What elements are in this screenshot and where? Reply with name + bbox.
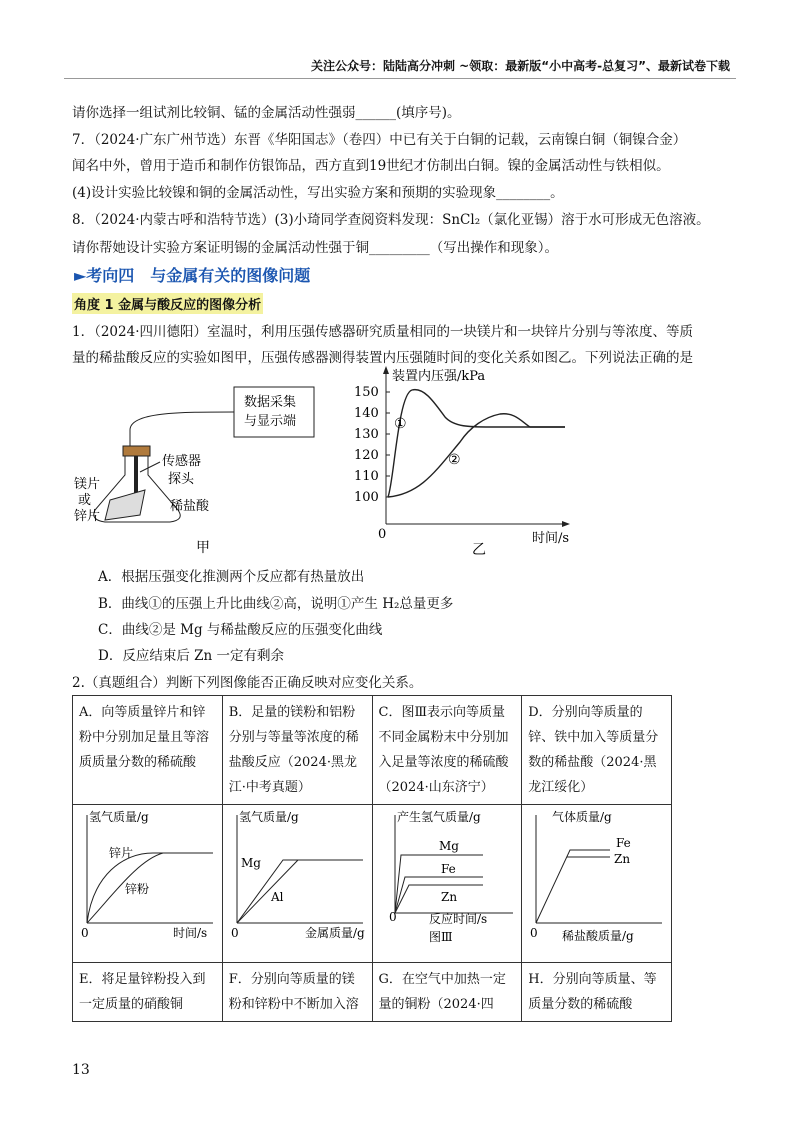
chart-d-label-2: Zn <box>614 852 631 866</box>
chart-c-label-3: Zn <box>440 890 457 904</box>
cell-e: E．将足量锌粉投入到一定质量的硝酸铜 <box>73 963 223 1022</box>
chart-d-label-1: Fe <box>616 836 632 850</box>
question-7-line: 闻名中外，曾用于造币和制作仿银饰品，西方直到19世纪才仿制出白铜。镍的金属活动性与铁相似。 <box>72 158 670 174</box>
y-tick-label: 110 <box>354 469 379 484</box>
y-tick-label: 120 <box>354 448 379 463</box>
metal-label-1: 镁片 <box>74 477 101 492</box>
box-label-1: 数据采集 <box>244 395 297 410</box>
figure-caption: 甲 <box>196 540 210 556</box>
question-1-line: 1．（2024·四川德阳）室温时，利用压强传感器研究质量相同的一块镁片和一块锌片分别与等浓度、等质 <box>72 324 693 340</box>
chart-b-label-2: Al <box>270 890 284 904</box>
options-table <box>72 695 672 1022</box>
cell-d: D．分别向等质量的锌、铁中加入等质量分数的稀盐酸（2024·黑龙江绥化） <box>522 696 672 805</box>
acid-label: 稀盐酸 <box>170 499 210 514</box>
chart-c-label-1: Mg <box>438 839 459 853</box>
chart-c-caption: 图Ⅲ <box>428 930 453 944</box>
question-2-stem: 2.（真题组合）判断下列图像能否正确反映对应变化关系。 <box>72 675 423 691</box>
question-7-line: 7．（2024·广东广州节选）东晋《华阳国志》（卷四）中已有关于白铜的记载，云南镍白铜（铜镍合金） <box>72 132 687 148</box>
curve-2-label: ② <box>448 452 461 468</box>
header-banner: 关注公众号：陆陆高分冲刺 ~领取：最新版“小中高考-总复习”、最新试卷下载 <box>311 59 730 73</box>
option-d: D．反应结束后 Zn 一定有剩余 <box>98 648 284 664</box>
chart-d-cell <box>522 805 672 963</box>
origin-label: 0 <box>378 527 387 542</box>
chart-a-ylabel: 氢气质量/g <box>89 810 149 824</box>
chart-a-cell <box>73 805 223 963</box>
chart-c-label-2: Fe <box>440 862 456 876</box>
chart-b-origin: 0 <box>230 926 239 940</box>
cell-h: H．分别向等质量、等质量分数的稀硫酸 <box>522 963 672 1022</box>
chart-b-xlabel: 金属质量/g <box>304 926 365 940</box>
box-label-2: 与显示端 <box>244 414 297 429</box>
chart-c-ylabel: 产生氢气质量/g <box>396 810 481 824</box>
option-a: A．根据压强变化推测两个反应都有热量放出 <box>98 569 365 585</box>
chart-d-line-1 <box>536 850 610 923</box>
chart-d-xlabel: 稀盐酸质量/g <box>562 929 634 943</box>
chart-c <box>373 805 521 953</box>
chart-a <box>73 805 221 953</box>
probe-label-2: 探头 <box>168 472 195 487</box>
text-line: 请你选择一组试剂比较铜、锰的金属活动性强弱______(填序号)。 <box>72 105 461 121</box>
section-title: ►考向四 与金属有关的图像问题 <box>74 266 311 285</box>
chart-c-xlabel: 反应时间/s <box>428 912 487 926</box>
chart-a-line-1 <box>87 853 213 923</box>
chart-c-line-3 <box>395 885 483 913</box>
chart-c-origin: 0 <box>388 910 397 924</box>
curve-1 <box>388 390 565 497</box>
question-1-line: 量的稀盐酸反应的实验如图甲，压强传感器测得装置内压强随时间的变化关系如图乙。下列说法正确的是 <box>72 350 693 366</box>
q8-post: （氯化亚锡）溶于水可形成无色溶液。 <box>480 212 710 228</box>
y-tick-label: 140 <box>354 406 379 421</box>
question-7-part: (4)设计实验比较镍和铜的金属活动性，写出实验方案和预期的实验现象________。 <box>72 185 564 201</box>
y-tick-label: 100 <box>354 490 379 505</box>
y-axis-label: 装置内压强/kPa <box>392 369 486 384</box>
y-tick-label: 150 <box>354 385 379 400</box>
y-tick-label: 130 <box>354 427 379 442</box>
header-divider <box>64 78 736 79</box>
formula: SnCl₂ <box>442 212 481 228</box>
figure-caption: 乙 <box>472 542 486 558</box>
chart-b <box>223 805 371 953</box>
chart-c-line-2 <box>395 877 483 913</box>
curve-1-label: ① <box>394 416 407 432</box>
cell-g: G．在空气中加热一定量的铜粉（2024·四 <box>372 963 522 1022</box>
chart-d-origin: 0 <box>530 926 538 940</box>
cell-a: A．向等质量锌片和锌粉中分别加足量且等溶质质量分数的稀硫酸 <box>73 696 223 805</box>
chart-d-ylabel: 气体质量/g <box>552 810 612 824</box>
metal-label-2: 或 <box>78 493 92 508</box>
option-c: C．曲线②是 Mg 与稀盐酸反应的压强变化曲线 <box>98 622 383 638</box>
stopper <box>123 446 150 456</box>
figure-jia <box>70 370 330 560</box>
chart-b-label-1: Mg <box>240 856 261 870</box>
question-8-line <box>72 208 710 228</box>
question-8-line: 请你帮她设计实验方案证明锡的金属活动性强于铜_________（写出操作和现象）。 <box>72 240 558 256</box>
chart-a-label-1: 锌片 <box>109 846 134 860</box>
x-arrow <box>562 521 570 527</box>
chart-c-line-1 <box>395 855 483 913</box>
probe <box>134 456 138 496</box>
page-number: 13 <box>72 1062 90 1078</box>
cell-f: F．分别向等质量的镁粉和锌粉中不断加入溶 <box>222 963 372 1022</box>
chart-a-origin: 0 <box>81 926 89 940</box>
q8-pre: 8．（2024·内蒙古呼和浩特节选）(3)小琦同学查阅资料发现： <box>72 212 443 228</box>
x-axis-label: 时间/s <box>532 531 570 546</box>
option-b: B．曲线①的压强上升比曲线②高，说明①产生 H₂总量更多 <box>98 596 454 612</box>
cell-b: B．足量的镁粉和铝粉分别与等量等浓度的稀盐酸反应（2024·黑龙江·中考真题） <box>222 696 372 805</box>
probe-label-1: 传感器 <box>162 454 202 469</box>
figure-yi <box>350 362 590 560</box>
chart-b-ylabel: 氢气质量/g <box>238 810 299 824</box>
angle-label: 角度 1 金属与酸反应的图像分析 <box>72 293 263 314</box>
chart-a-line-2 <box>87 853 213 923</box>
chart-a-label-2: 锌粉 <box>125 882 150 896</box>
chart-d <box>522 805 670 953</box>
metal-label-3: 锌片 <box>74 509 101 524</box>
chart-b-cell <box>222 805 372 963</box>
chart-c-cell <box>372 805 522 963</box>
chart-a-xlabel: 时间/s <box>173 926 208 940</box>
cell-c: C．图Ⅲ表示向等质量不同金属粉末中分别加入足量等浓度的稀硫酸（2024·山东济宁） <box>372 696 522 805</box>
y-arrow <box>383 366 389 374</box>
